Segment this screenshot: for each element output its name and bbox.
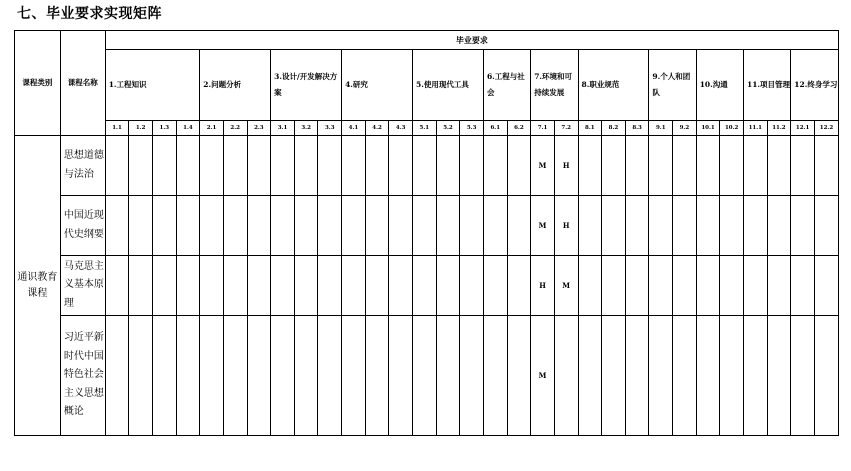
matrix-cell bbox=[271, 256, 295, 316]
matrix-cell bbox=[483, 196, 507, 256]
matrix-cell bbox=[389, 196, 413, 256]
sub-indicator-header: 9.1 bbox=[649, 121, 673, 136]
matrix-cell bbox=[460, 136, 484, 196]
matrix-cell bbox=[460, 196, 484, 256]
sub-indicator-header: 6.2 bbox=[507, 121, 531, 136]
matrix-cell bbox=[294, 316, 318, 436]
matrix-cell bbox=[649, 316, 673, 436]
requirement-header: 8.职业规范 bbox=[578, 50, 649, 121]
matrix-cell: M bbox=[531, 136, 555, 196]
matrix-cell bbox=[791, 196, 815, 256]
matrix-cell bbox=[365, 316, 389, 436]
sub-indicator-header: 12.2 bbox=[814, 121, 838, 136]
matrix-cell bbox=[743, 256, 767, 316]
matrix-cell bbox=[696, 196, 720, 256]
matrix-cell bbox=[483, 136, 507, 196]
matrix-cell bbox=[365, 136, 389, 196]
matrix-cell bbox=[389, 256, 413, 316]
matrix-cell bbox=[649, 196, 673, 256]
matrix-cell bbox=[271, 316, 295, 436]
sub-indicator-header: 1.2 bbox=[129, 121, 153, 136]
sub-indicator-header: 8.2 bbox=[602, 121, 626, 136]
matrix-cell: H bbox=[531, 256, 555, 316]
matrix-cell bbox=[743, 136, 767, 196]
matrix-cell bbox=[294, 196, 318, 256]
matrix-cell bbox=[318, 256, 342, 316]
sub-indicator-header: 9.2 bbox=[673, 121, 697, 136]
matrix-cell bbox=[767, 196, 791, 256]
matrix-cell bbox=[223, 256, 247, 316]
requirement-header: 4.研究 bbox=[342, 50, 413, 121]
matrix-cell bbox=[152, 316, 176, 436]
header-course-name: 课程名称 bbox=[60, 31, 105, 136]
matrix-cell bbox=[602, 256, 626, 316]
matrix-cell bbox=[507, 136, 531, 196]
matrix-cell bbox=[673, 316, 697, 436]
sub-indicator-header: 7.1 bbox=[531, 121, 555, 136]
sub-indicator-header: 4.1 bbox=[342, 121, 366, 136]
matrix-cell bbox=[389, 136, 413, 196]
matrix-cell bbox=[318, 136, 342, 196]
matrix-cell bbox=[743, 316, 767, 436]
matrix-cell bbox=[342, 136, 366, 196]
matrix-cell bbox=[720, 196, 744, 256]
matrix-cell bbox=[271, 196, 295, 256]
matrix-cell bbox=[507, 256, 531, 316]
matrix-cell bbox=[294, 256, 318, 316]
matrix-cell bbox=[814, 316, 838, 436]
matrix-cell bbox=[152, 196, 176, 256]
requirement-header: 1.工程知识 bbox=[105, 50, 200, 121]
matrix-cell: M bbox=[531, 196, 555, 256]
sub-indicator-header: 5.2 bbox=[436, 121, 460, 136]
matrix-cell bbox=[507, 316, 531, 436]
matrix-cell bbox=[436, 136, 460, 196]
matrix-cell bbox=[152, 136, 176, 196]
requirement-header: 10.沟通 bbox=[696, 50, 743, 121]
matrix-cell bbox=[129, 196, 153, 256]
requirement-header: 3.设计/开发解决方案 bbox=[271, 50, 342, 121]
matrix-cell bbox=[673, 256, 697, 316]
matrix-cell bbox=[223, 316, 247, 436]
matrix-cell: H bbox=[554, 196, 578, 256]
matrix-cell bbox=[554, 316, 578, 436]
matrix-cell bbox=[129, 256, 153, 316]
sub-indicator-header: 5.1 bbox=[413, 121, 437, 136]
matrix-cell bbox=[649, 136, 673, 196]
matrix-cell bbox=[673, 196, 697, 256]
sub-indicator-header: 3.2 bbox=[294, 121, 318, 136]
matrix-cell bbox=[649, 256, 673, 316]
matrix-cell bbox=[602, 136, 626, 196]
sub-indicator-header: 4.3 bbox=[389, 121, 413, 136]
matrix-cell bbox=[176, 136, 200, 196]
table-row bbox=[15, 316, 839, 436]
matrix-cell bbox=[413, 196, 437, 256]
matrix-cell bbox=[176, 196, 200, 256]
matrix-cell bbox=[720, 256, 744, 316]
matrix-cell: H bbox=[554, 136, 578, 196]
matrix-cell bbox=[602, 316, 626, 436]
matrix-cell bbox=[247, 136, 271, 196]
sub-indicator-header: 8.3 bbox=[625, 121, 649, 136]
matrix-cell bbox=[483, 256, 507, 316]
matrix-cell bbox=[814, 196, 838, 256]
sub-indicator-header: 10.1 bbox=[696, 121, 720, 136]
matrix-cell bbox=[271, 136, 295, 196]
matrix-cell bbox=[200, 316, 224, 436]
sub-indicator-header: 3.1 bbox=[271, 121, 295, 136]
matrix-cell bbox=[176, 256, 200, 316]
sub-indicator-header: 2.1 bbox=[200, 121, 224, 136]
sub-indicator-header: 4.2 bbox=[365, 121, 389, 136]
matrix-cell bbox=[578, 196, 602, 256]
matrix-cell bbox=[720, 136, 744, 196]
sub-indicator-header: 11.1 bbox=[743, 121, 767, 136]
requirement-header: 5.使用现代工具 bbox=[413, 50, 484, 121]
matrix-cell bbox=[200, 256, 224, 316]
matrix-cell bbox=[129, 136, 153, 196]
sub-indicator-header: 7.2 bbox=[554, 121, 578, 136]
table-row bbox=[15, 196, 839, 256]
sub-indicator-header: 1.3 bbox=[152, 121, 176, 136]
matrix-cell bbox=[152, 256, 176, 316]
header-requirements-title: 毕业要求 bbox=[105, 31, 838, 50]
matrix-cell bbox=[791, 256, 815, 316]
matrix-cell bbox=[105, 196, 129, 256]
course-name: 思想道德与法治 bbox=[60, 136, 105, 196]
table-row bbox=[15, 256, 839, 316]
matrix-cell bbox=[200, 136, 224, 196]
matrix-cell bbox=[247, 256, 271, 316]
matrix-cell bbox=[342, 256, 366, 316]
matrix-cell bbox=[105, 136, 129, 196]
matrix-cell bbox=[460, 256, 484, 316]
matrix-cell bbox=[673, 136, 697, 196]
matrix-cell: M bbox=[554, 256, 578, 316]
matrix-cell bbox=[696, 256, 720, 316]
sub-indicator-header: 11.2 bbox=[767, 121, 791, 136]
matrix-cell bbox=[365, 196, 389, 256]
matrix-cell bbox=[460, 316, 484, 436]
matrix-cell bbox=[318, 196, 342, 256]
matrix-cell bbox=[247, 196, 271, 256]
sub-indicator-header: 2.3 bbox=[247, 121, 271, 136]
requirement-header: 9.个人和团队 bbox=[649, 50, 696, 121]
course-name: 马克思主义基本原理 bbox=[60, 256, 105, 316]
matrix-cell bbox=[105, 316, 129, 436]
sub-indicator-header: 8.1 bbox=[578, 121, 602, 136]
matrix-cell bbox=[176, 316, 200, 436]
matrix-cell bbox=[200, 196, 224, 256]
matrix-cell bbox=[129, 316, 153, 436]
matrix-cell bbox=[223, 196, 247, 256]
matrix-cell bbox=[105, 256, 129, 316]
requirement-header: 6.工程与社会 bbox=[483, 50, 530, 121]
course-name: 中国近现代史纲要 bbox=[60, 196, 105, 256]
sub-indicator-header: 12.1 bbox=[791, 121, 815, 136]
sub-indicator-header: 3.3 bbox=[318, 121, 342, 136]
matrix-cell bbox=[436, 316, 460, 436]
sub-indicator-header: 1.4 bbox=[176, 121, 200, 136]
matrix-cell bbox=[625, 196, 649, 256]
matrix-cell bbox=[767, 136, 791, 196]
matrix-cell bbox=[578, 256, 602, 316]
matrix-cell bbox=[696, 316, 720, 436]
matrix-cell bbox=[602, 196, 626, 256]
matrix-cell bbox=[342, 196, 366, 256]
matrix-cell bbox=[696, 136, 720, 196]
matrix-cell bbox=[247, 316, 271, 436]
sub-indicator-header: 1.1 bbox=[105, 121, 129, 136]
matrix-cell bbox=[483, 316, 507, 436]
sub-indicator-header: 6.1 bbox=[483, 121, 507, 136]
section-heading: 七、毕业要求实现矩阵 bbox=[17, 6, 162, 22]
matrix-cell bbox=[625, 136, 649, 196]
matrix-cell bbox=[791, 316, 815, 436]
matrix-cell bbox=[413, 256, 437, 316]
matrix-cell bbox=[625, 256, 649, 316]
requirement-header: 11.项目管理 bbox=[743, 50, 790, 121]
sub-indicator-header: 10.2 bbox=[720, 121, 744, 136]
matrix-cell bbox=[413, 316, 437, 436]
matrix-cell: M bbox=[531, 316, 555, 436]
matrix-cell bbox=[814, 256, 838, 316]
matrix-cell bbox=[507, 196, 531, 256]
requirement-header: 12.终身学习 bbox=[791, 50, 839, 121]
matrix-cell bbox=[625, 316, 649, 436]
course-category: 通识教育课程 bbox=[15, 136, 61, 436]
sub-indicator-header: 2.2 bbox=[223, 121, 247, 136]
matrix-cell bbox=[294, 136, 318, 196]
course-name: 习近平新时代中国特色社会主义思想概论 bbox=[60, 316, 105, 436]
sub-indicator-header: 5.3 bbox=[460, 121, 484, 136]
matrix-cell bbox=[436, 256, 460, 316]
matrix-cell bbox=[578, 136, 602, 196]
matrix-cell bbox=[720, 316, 744, 436]
matrix-cell bbox=[389, 316, 413, 436]
requirement-header: 2.问题分析 bbox=[200, 50, 271, 121]
matrix-cell bbox=[365, 256, 389, 316]
requirement-header: 7.环境和可持续发展 bbox=[531, 50, 578, 121]
matrix-cell bbox=[318, 316, 342, 436]
matrix-cell bbox=[436, 196, 460, 256]
matrix-cell bbox=[814, 136, 838, 196]
graduation-requirement-matrix bbox=[14, 30, 839, 436]
table-row bbox=[15, 136, 839, 196]
matrix-cell bbox=[578, 316, 602, 436]
matrix-cell bbox=[767, 316, 791, 436]
matrix-cell bbox=[342, 316, 366, 436]
matrix-cell bbox=[743, 196, 767, 256]
matrix-cell bbox=[791, 136, 815, 196]
matrix-cell bbox=[223, 136, 247, 196]
matrix-cell bbox=[413, 136, 437, 196]
matrix-cell bbox=[767, 256, 791, 316]
header-category: 课程类别 bbox=[15, 31, 61, 136]
